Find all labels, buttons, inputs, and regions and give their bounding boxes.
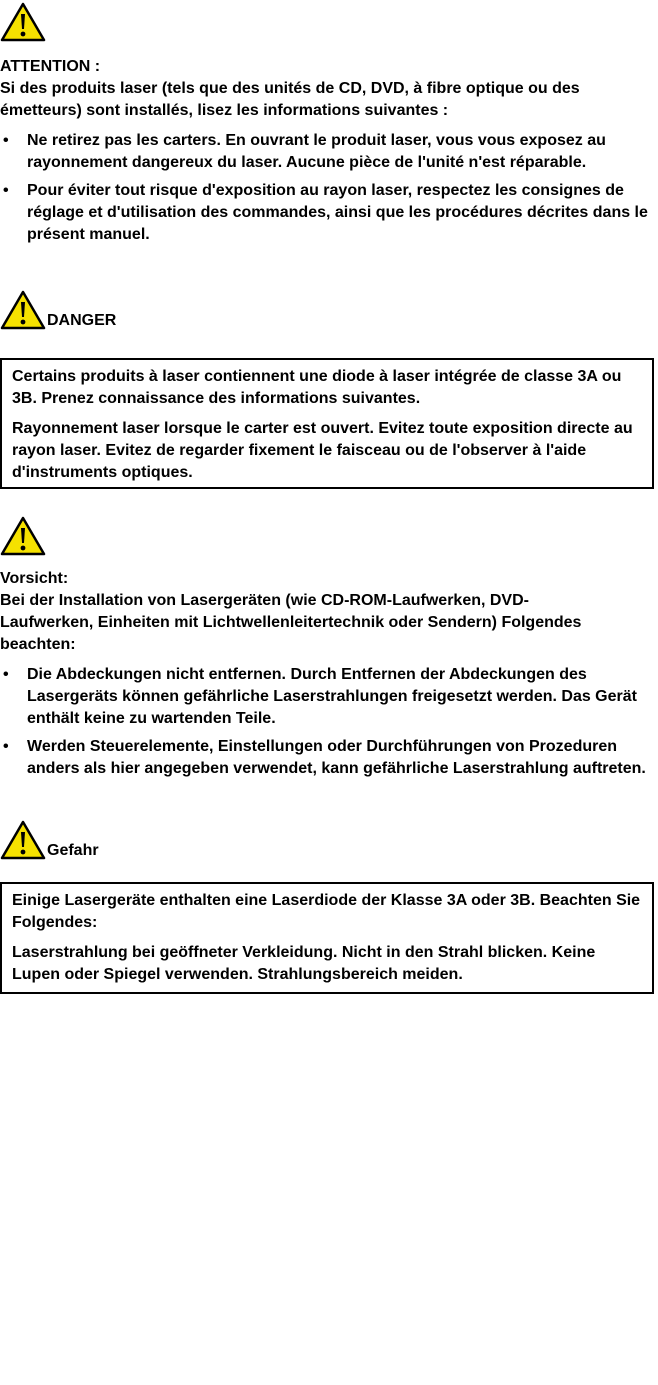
warning-triangle-icon [0, 820, 46, 860]
de-bullet-list [0, 664, 658, 780]
fr-danger-box [0, 358, 654, 489]
fr-bullet-list [0, 130, 658, 246]
warning-triangle-icon [0, 516, 46, 556]
de-danger-header [0, 820, 658, 860]
fr-warning-section [0, 2, 658, 42]
de-vorsicht-block [0, 568, 658, 780]
fr-danger-header [0, 290, 658, 330]
de-vorsicht-heading: Vorsicht: [0, 570, 69, 587]
fr-attention-intro: Si des produits laser (tels que des unités de CD, DVD, à fibre optique ou des émetteurs) sont installés, lisez les informations suivantes : [0, 80, 580, 119]
list-item: • Ne retirez pas les carters. En ouvrant le produit laser, vous vous exposez au rayonnement dangereux du laser. Aucune pièce de l'unité n'est réparable. [0, 130, 658, 174]
de-warning-section [0, 516, 658, 556]
list-item: • Die Abdeckungen nicht entfernen. Durch Entfernen der Abdeckungen des Lasergeräts können gefährliche Laserstrahlungen freigesetzt werden. Das Gerät enthält keine zu wartenden Teile. [0, 664, 658, 730]
fr-attention-block [0, 56, 658, 246]
list-item: • Pour éviter tout risque d'exposition au rayon laser, respectez les consignes de réglage et d'utilisation des commandes, ainsi que les procédures décrites dans le présent manuel. [0, 180, 658, 246]
de-danger-text-2: Laserstrahlung bei geöffneter Verkleidung. Nicht in den Strahl blicken. Keine Lupen oder Spiegel verwenden. Strahlungsbereich meiden. [12, 944, 596, 983]
fr-danger-label: DANGER [47, 312, 117, 329]
list-item: • Werden Steuerelemente, Einstellungen oder Durchführungen von Prozeduren anders als hier angegeben verwendet, kann gefährliche Laserstrahlung auftreten. [0, 736, 658, 780]
fr-danger-text-1: Certains produits à laser contiennent une diode à laser intégrée de classe 3A ou 3B. Prenez connaissance des informations suivantes. [12, 368, 622, 407]
fr-danger-text-2: Rayonnement laser lorsque le carter est ouvert. Evitez toute exposition directe au rayon laser. Evitez de regarder fixement le faisceau ou de l'observer à l'aide d'instruments optiques. [12, 420, 633, 481]
fr-attention-heading: ATTENTION : [0, 58, 101, 75]
de-danger-box [0, 882, 654, 994]
de-danger-label: Gefahr [47, 842, 99, 859]
de-vorsicht-intro: Bei der Installation von Lasergeräten (wie CD-ROM-Laufwerken, DVD-Laufwerken, Einheiten mit Lichtwellenleitertechnik oder Sendern) Folgendes beachten: [0, 592, 582, 653]
warning-triangle-icon [0, 290, 46, 330]
de-danger-text-1: Einige Lasergeräte enthalten eine Laserdiode der Klasse 3A oder 3B. Beachten Sie Folgendes: [12, 892, 641, 931]
warning-triangle-icon [0, 2, 46, 42]
